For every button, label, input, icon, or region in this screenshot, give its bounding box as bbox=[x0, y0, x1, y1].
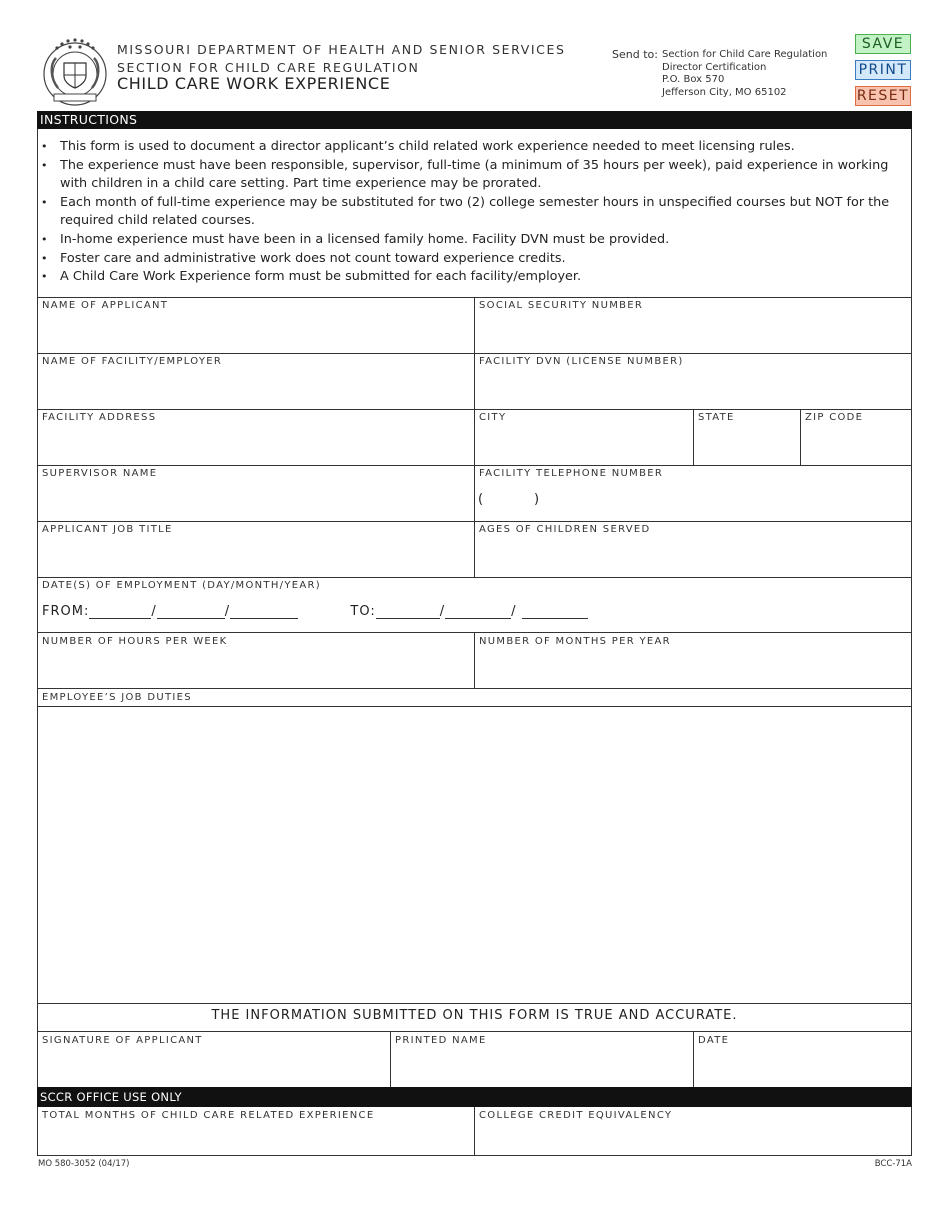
column-divider bbox=[693, 409, 694, 465]
divider bbox=[37, 1003, 912, 1004]
from-label: FROM: bbox=[42, 604, 90, 619]
instructions-list bbox=[41, 138, 907, 287]
mailing-address bbox=[662, 49, 827, 99]
divider bbox=[37, 1031, 912, 1032]
date-separator: / bbox=[224, 604, 231, 619]
facility-dvn-label: FACILITY DVN (LICENSE NUMBER) bbox=[479, 356, 684, 367]
employment-dates-row bbox=[42, 604, 588, 619]
column-divider bbox=[800, 409, 801, 465]
instruction-item: • A Child Care Work Experience form must be submitted for each facility/employer. bbox=[41, 268, 907, 287]
months-per-year-label: NUMBER OF MONTHS PER YEAR bbox=[479, 636, 671, 647]
facility-dvn-input[interactable] bbox=[478, 372, 906, 402]
date-separator: / bbox=[439, 604, 446, 619]
signature-label: SIGNATURE OF APPLICANT bbox=[42, 1035, 203, 1046]
to-day-field[interactable] bbox=[376, 604, 440, 619]
ssn-input[interactable] bbox=[478, 316, 906, 346]
to-label: TO: bbox=[350, 604, 376, 619]
instruction-item: • Foster care and administrative work does not count toward experience credits. bbox=[41, 250, 907, 269]
supervisor-input[interactable] bbox=[41, 484, 469, 514]
address-line: Jefferson City, MO 65102 bbox=[662, 86, 787, 98]
instructions-header: INSTRUCTIONS bbox=[37, 111, 912, 129]
save-button[interactable]: SAVE bbox=[855, 34, 911, 54]
facility-phone-label: FACILITY TELEPHONE NUMBER bbox=[479, 468, 664, 479]
column-divider bbox=[474, 297, 475, 577]
office-use-header: SCCR OFFICE USE ONLY bbox=[37, 1087, 912, 1107]
phone-area-close-paren: ) bbox=[534, 492, 540, 507]
facility-employer-input[interactable] bbox=[41, 372, 469, 402]
form-title: CHILD CARE WORK EXPERIENCE bbox=[117, 74, 391, 93]
divider bbox=[37, 706, 912, 707]
city-label: CITY bbox=[479, 412, 507, 423]
state-label: STATE bbox=[698, 412, 735, 423]
city-input[interactable] bbox=[478, 428, 688, 458]
from-year-field[interactable] bbox=[230, 604, 298, 619]
phone-area-code-input[interactable] bbox=[488, 490, 530, 510]
total-months-input[interactable] bbox=[41, 1126, 469, 1152]
column-divider bbox=[474, 1106, 475, 1156]
column-divider bbox=[474, 632, 475, 688]
agency-name: MISSOURI DEPARTMENT OF HEALTH AND SENIOR SERVICES bbox=[117, 42, 566, 57]
job-duties-textarea[interactable] bbox=[41, 710, 907, 998]
phone-area-open-paren: ( bbox=[478, 492, 484, 507]
months-per-year-input[interactable] bbox=[478, 652, 906, 682]
dates-of-employment-label: DATE(S) OF EMPLOYMENT (DAY/MONTH/YEAR) bbox=[42, 580, 321, 591]
instruction-item: • This form is used to document a director applicant’s child related work experience needed to meet licensing rules. bbox=[41, 138, 907, 157]
zip-input[interactable] bbox=[804, 428, 906, 458]
date-input[interactable] bbox=[697, 1051, 906, 1081]
address-line: Director Certification bbox=[662, 61, 767, 73]
column-divider bbox=[693, 1031, 694, 1087]
send-to-label: Send to: bbox=[612, 48, 658, 61]
to-month-field[interactable] bbox=[445, 604, 511, 619]
college-credit-label: COLLEGE CREDIT EQUIVALENCY bbox=[479, 1110, 673, 1121]
print-button[interactable]: PRINT bbox=[855, 60, 911, 80]
from-month-field[interactable] bbox=[157, 604, 225, 619]
address-line: P.O. Box 570 bbox=[662, 74, 725, 85]
form-number: MO 580-3052 (04/17) bbox=[38, 1159, 130, 1169]
supervisor-label: SUPERVISOR NAME bbox=[42, 468, 158, 479]
state-input[interactable] bbox=[697, 428, 795, 458]
ages-served-label: AGES OF CHILDREN SERVED bbox=[479, 524, 651, 535]
to-year-field[interactable] bbox=[522, 604, 588, 619]
signature-input[interactable] bbox=[41, 1051, 385, 1081]
date-separator: / bbox=[151, 604, 157, 619]
job-duties-label: EMPLOYEE’S JOB DUTIES bbox=[42, 692, 192, 703]
ages-served-input[interactable] bbox=[478, 540, 906, 570]
facility-address-label: FACILITY ADDRESS bbox=[42, 412, 157, 423]
total-months-label: TOTAL MONTHS OF CHILD CARE RELATED EXPERIENCE bbox=[42, 1110, 375, 1121]
printed-name-label: PRINTED NAME bbox=[395, 1035, 487, 1046]
hours-per-week-label: NUMBER OF HOURS PER WEEK bbox=[42, 636, 228, 647]
column-divider bbox=[390, 1031, 391, 1087]
instruction-item: • In-home experience must have been in a licensed family home. Facility DVN must be provided. bbox=[41, 231, 907, 250]
divider bbox=[37, 688, 912, 689]
from-day-field[interactable] bbox=[89, 604, 151, 619]
reset-button[interactable]: RESET bbox=[856, 88, 910, 104]
facility-address-input[interactable] bbox=[41, 428, 469, 458]
job-title-label: APPLICANT JOB TITLE bbox=[42, 524, 173, 535]
applicant-name-label: NAME OF APPLICANT bbox=[42, 300, 169, 311]
address-line: Section for Child Care Regulation bbox=[662, 49, 828, 60]
printed-name-input[interactable] bbox=[394, 1051, 688, 1081]
phone-number-input[interactable] bbox=[546, 490, 906, 510]
section-name: SECTION FOR CHILD CARE REGULATION bbox=[117, 60, 420, 75]
divider bbox=[37, 577, 912, 578]
job-title-input[interactable] bbox=[41, 540, 469, 570]
instruction-item: • Each month of full-time experience may be substituted for two (2) college semester hours in unspecified courses but NOT for the required child related courses. bbox=[41, 194, 907, 231]
hours-per-week-input[interactable] bbox=[41, 652, 469, 682]
applicant-name-input[interactable] bbox=[41, 316, 469, 346]
zip-label: ZIP CODE bbox=[805, 412, 864, 423]
facility-employer-label: NAME OF FACILITY/EMPLOYER bbox=[42, 356, 223, 367]
ssn-label: SOCIAL SECURITY NUMBER bbox=[479, 300, 644, 311]
date-separator: / bbox=[511, 604, 517, 619]
instruction-item: • The experience must have been responsible, supervisor, full-time (a minimum of 35 hours per week), paid experience in working with children in a child care setting. Part time experience may be prorated. bbox=[41, 157, 907, 194]
date-label: DATE bbox=[698, 1035, 730, 1046]
college-credit-input[interactable] bbox=[478, 1126, 906, 1152]
certification-statement: THE INFORMATION SUBMITTED ON THIS FORM IS TRUE AND ACCURATE. bbox=[211, 1008, 738, 1023]
missouri-state-seal-icon bbox=[40, 36, 110, 108]
form-code: BCC-71A bbox=[874, 1159, 912, 1169]
